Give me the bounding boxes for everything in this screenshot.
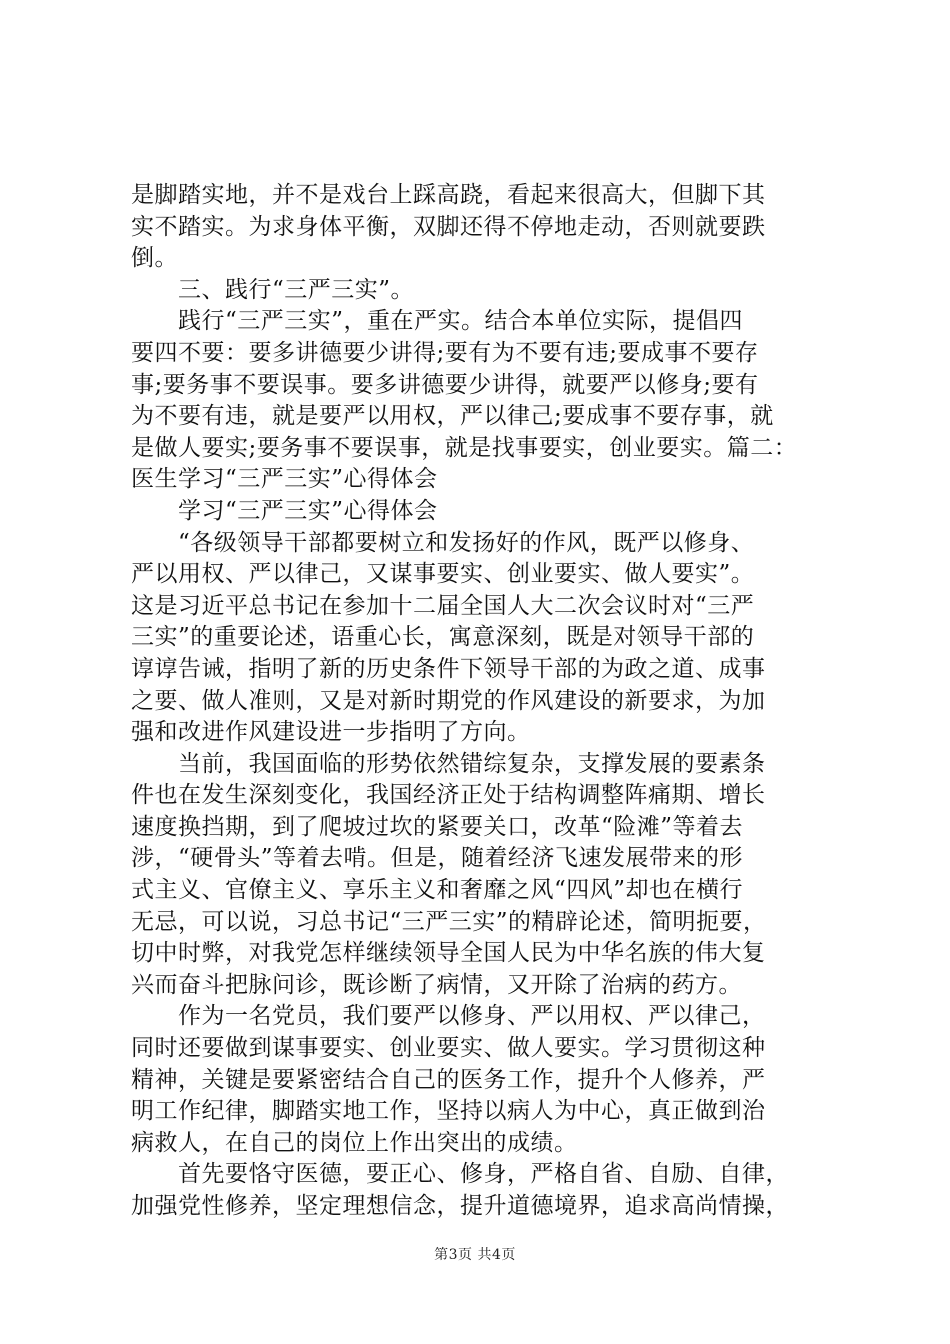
- text-line: 无忌，可以说，习总书记“三严三实”的精辟论述，简明扼要，: [131, 908, 767, 935]
- text-line: 强和改进作风建设进一步指明了方向。: [131, 719, 531, 746]
- text-line: 当前，我国面临的形势依然错综复杂，支撑发展的要素条: [178, 750, 766, 777]
- text-line: 病救人，在自己的岗位上作出突出的成绩。: [131, 1129, 578, 1156]
- text-line: 式主义、官僚主义、享乐主义和奢靡之风“四风”却也在横行: [131, 877, 744, 904]
- text-line: 谆谆告诫，指明了新的历史条件下领导干部的为政之道、成事: [131, 655, 766, 682]
- text-line: 明工作纪律，脚踏实地工作，坚持以病人为中心，真正做到治: [131, 1098, 766, 1125]
- text-line: 三实”的重要论述，语重心长，寓意深刻，既是对领导干部的: [131, 624, 755, 651]
- text-line: 这是习近平总书记在参加十二届全国人大二次会议时对“三严: [131, 592, 755, 619]
- text-line: 严以用权、严以律己，又谋事要实、创业要实、做人要实”。: [131, 561, 755, 588]
- text-line: 践行“三严三实”，重在严实。结合本单位实际，提倡四: [178, 308, 744, 335]
- text-line: “各级领导干部都要树立和发扬好的作风，既严以修身、: [178, 529, 755, 556]
- page-number-footer: 第3页 共4页: [434, 1247, 516, 1263]
- article-title: 学习“三严三实”心得体会: [178, 497, 438, 524]
- text-line: 加强党性修养，坚定理想信念，提升道德境界，追求高尚情操，: [131, 1193, 789, 1219]
- text-line: 首先要恪守医德，要正心、修身，严格自省、自励、自律，: [178, 1161, 789, 1188]
- text-line: 同时还要做到谋事要实、创业要实、做人要实。学习贯彻这种: [131, 1035, 766, 1062]
- text-line: 速度换挡期，到了爬坡过坎的紧要关口，改革“险滩”等着去: [131, 813, 744, 840]
- text-line: 实不踏实。为求身体平衡，双脚还得不停地走动，否则就要跌: [131, 213, 766, 240]
- text-line: 涉，“硬骨头”等着去啃。但是，随着经济飞速发展带来的形: [131, 845, 744, 872]
- text-line: 件也在发生深刻变化，我国经济正处于结构调整阵痛期、增长: [131, 782, 766, 809]
- text-line: 是做人要实;要务事不要误事，就是找事要实，创业要实。篇二：: [131, 434, 798, 461]
- section-heading: 三、践行“三严三实”。: [178, 276, 415, 303]
- text-line: 之要、做人准则，又是对新时期党的作风建设的新要求，为加: [131, 687, 766, 714]
- text-line: 切中时弊，对我党怎样继续领导全国人民为中华名族的伟大复: [131, 940, 766, 967]
- text-line: 医生学习“三严三实”心得体会: [131, 466, 438, 493]
- text-line: 倒。: [131, 245, 178, 272]
- text-line: 是脚踏实地，并不是戏台上踩高跷，看起来很高大，但脚下其: [131, 182, 766, 208]
- text-line: 为不要有违，就是要严以用权，严以律己;要成事不要存事，就: [131, 403, 774, 430]
- text-line: 作为一名党员，我们要严以修身、严以用权、严以律己，: [178, 1003, 766, 1030]
- text-line: 兴而奋斗把脉问诊，既诊断了病情，又开除了治病的药方。: [131, 971, 742, 998]
- text-line: 精神，关键是要紧密结合自己的医务工作，提升个人修养，严: [131, 1066, 766, 1093]
- text-line: 事;要务事不要误事。要多讲德要少讲得，就要严以修身;要有: [131, 371, 759, 398]
- text-line: 要四不要：要多讲德要少讲得;要有为不要有违;要成事不要存: [131, 339, 759, 366]
- document-body: [131, 180, 831, 1223]
